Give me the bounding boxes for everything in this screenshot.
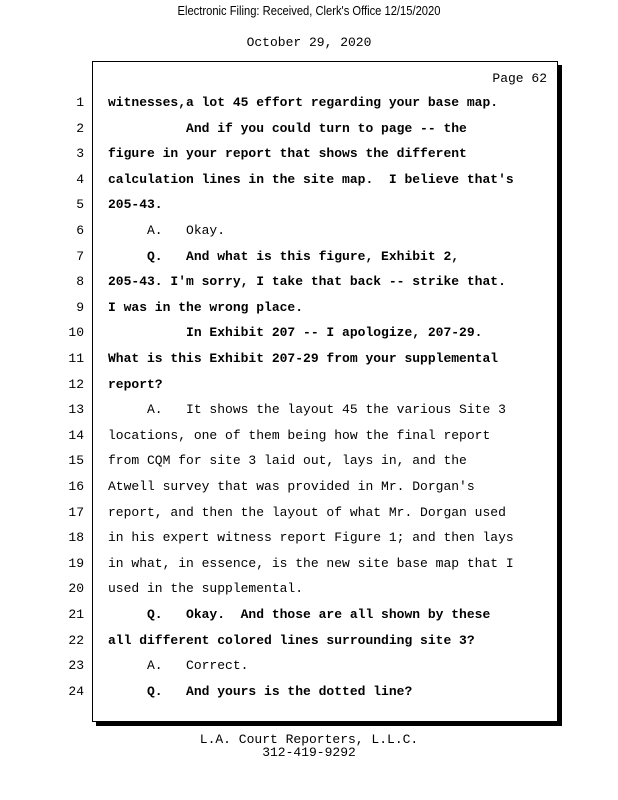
transcript-line: all different colored lines surrounding site 3? — [108, 633, 475, 648]
transcript-line: from CQM for site 3 laid out, lays in, and the — [108, 453, 467, 468]
transcript-line: What is this Exhibit 207-29 from your supplemental — [108, 351, 499, 366]
transcript-line: report? — [108, 377, 163, 392]
line-number: 16 — [68, 479, 84, 494]
reporter-company: L.A. Court Reporters, L.L.C. — [199, 732, 419, 747]
reporter-phone: 312-419-9292 — [262, 745, 356, 760]
line-number: 6 — [76, 223, 84, 238]
transcript-line: Q. And what is this figure, Exhibit 2, — [108, 249, 460, 264]
transcript-line: in what, in essence, is the new site base map that I — [108, 556, 514, 571]
transcript-line: report, and then the layout of what Mr. Dorgan used — [108, 505, 506, 520]
transcript-line: In Exhibit 207 -- I apologize, 207-29. — [108, 325, 483, 340]
line-number: 2 — [76, 121, 84, 136]
page-number: Page 62 — [492, 71, 547, 86]
transcript-line: 205-43. — [108, 197, 163, 212]
transcript-line: locations, one of them being how the final report — [108, 428, 491, 443]
transcript-date: October 29, 2020 — [246, 35, 372, 50]
transcript-line: And if you could turn to page -- the — [108, 121, 467, 136]
transcript-line: A. It shows the layout 45 the various Site 3 — [108, 402, 506, 417]
transcript-line: Q. And yours is the dotted line? — [108, 684, 413, 699]
line-number: 17 — [68, 505, 84, 520]
line-number: 19 — [68, 556, 84, 571]
line-number: 21 — [68, 607, 84, 622]
line-number: 4 — [76, 172, 84, 187]
line-number: 10 — [68, 325, 84, 340]
line-number: 3 — [76, 146, 84, 161]
line-number: 23 — [68, 658, 84, 673]
transcript-line: figure in your report that shows the different — [108, 146, 467, 161]
line-number: 22 — [68, 633, 84, 648]
line-number: 8 — [76, 274, 84, 289]
transcript-line: A. Okay. — [108, 223, 226, 238]
transcript-line: Atwell survey that was provided in Mr. Dorgan's — [108, 479, 475, 494]
line-number: 18 — [68, 530, 84, 545]
line-number: 14 — [68, 428, 84, 443]
transcript-line: A. Correct. — [108, 658, 249, 673]
line-number: 12 — [68, 377, 84, 392]
transcript-line: 205-43. I'm sorry, I take that back -- strike that. — [108, 274, 506, 289]
transcript-line: I was in the wrong place. — [108, 300, 304, 315]
line-number: 15 — [68, 453, 84, 468]
transcript-line: calculation lines in the site map. I believe that's — [108, 172, 514, 187]
line-number: 24 — [68, 684, 84, 699]
line-number: 5 — [76, 197, 84, 212]
line-number: 7 — [76, 249, 84, 264]
line-number: 20 — [68, 581, 84, 596]
line-number: 1 — [76, 95, 84, 110]
line-number: 9 — [76, 300, 84, 315]
line-number: 13 — [68, 402, 84, 417]
transcript-line: witnesses,a lot 45 effort regarding your base map. — [108, 95, 499, 110]
line-number: 11 — [68, 351, 84, 366]
transcript-line: in his expert witness report Figure 1; and then lays — [108, 530, 514, 545]
transcript-line: used in the supplemental. — [108, 581, 304, 596]
transcript-line: Q. Okay. And those are all shown by these — [108, 607, 491, 622]
filing-header: Electronic Filing: Received, Clerk's Office 12/15/2020 — [177, 3, 441, 18]
footer — [0, 733, 618, 759]
